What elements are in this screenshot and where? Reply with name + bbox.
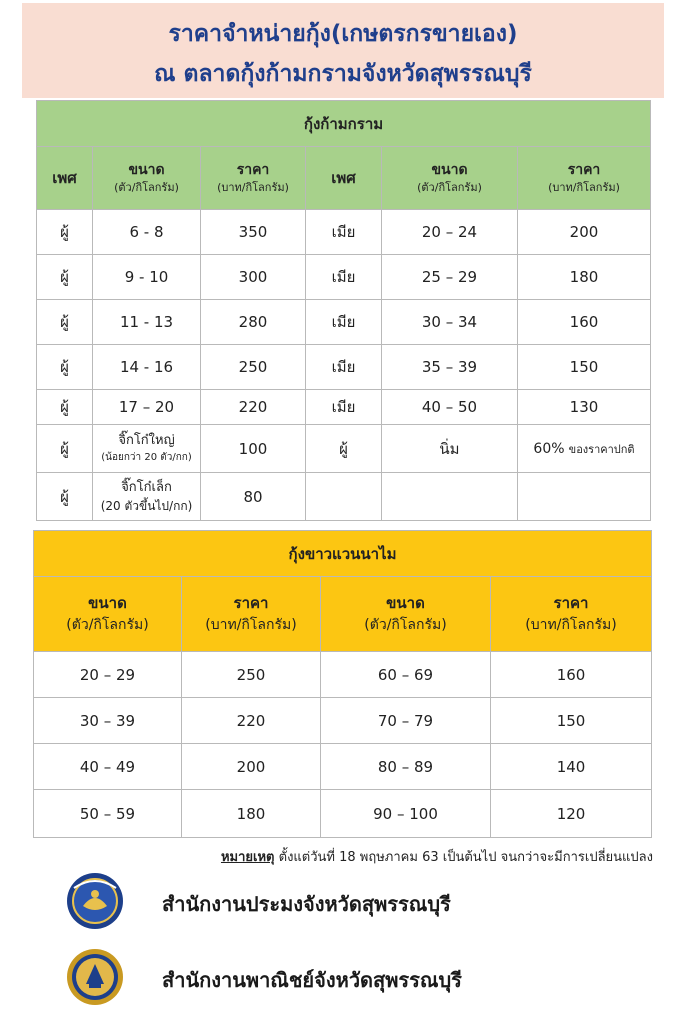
size-cell: 70 – 79 xyxy=(321,698,491,744)
white-shrimp-caption: กุ้งขาวแวนนาไม xyxy=(34,531,652,577)
price-cell: 250 xyxy=(182,652,321,698)
size-cell: 20 – 29 xyxy=(34,652,182,698)
sex-cell: เมีย xyxy=(306,345,382,390)
size-cell xyxy=(93,425,201,473)
price-percent: 60% xyxy=(533,440,565,457)
sex-cell: เมีย xyxy=(306,210,382,255)
size-cell: 30 – 34 xyxy=(382,300,518,345)
size-cell: 20 – 24 xyxy=(382,210,518,255)
footnote-text: ตั้งแต่วันที่ 18 พฤษภาคม 63 เป็นต้นไป จนกว่าจะมีการเปลี่ยนแปลง xyxy=(278,850,653,865)
size-cell: 6 - 8 xyxy=(93,210,201,255)
price-cell: 80 xyxy=(201,473,306,521)
white-shrimp-price-table xyxy=(33,530,652,838)
giant-prawn-caption: กุ้งก้ามกราม xyxy=(37,101,651,147)
header-size-left: ขนาด (ตัว/กิโลกรัม) xyxy=(93,147,201,210)
price-cell: 250 xyxy=(201,345,306,390)
price-cell: 150 xyxy=(518,345,651,390)
title-line-2: ณ ตลาดกุ้งก้ามกรามจังหวัดสุพรรณบุรี xyxy=(154,61,532,87)
table-row xyxy=(37,425,651,473)
empty-cell xyxy=(518,473,651,521)
sex-cell: ผู้ xyxy=(37,390,93,425)
size-cell: 25 – 29 xyxy=(382,255,518,300)
price-cell: 160 xyxy=(518,300,651,345)
fisheries-seal-icon xyxy=(66,872,124,930)
footnote-label: หมายเหตุ xyxy=(220,850,275,865)
table-row xyxy=(34,652,652,698)
sex-cell: ผู้ xyxy=(37,425,93,473)
title-line-1: ราคาจำหน่ายกุ้ง(เกษตรกรขายเอง) xyxy=(168,21,518,47)
price-cell: 130 xyxy=(518,390,651,425)
price-cell: 180 xyxy=(182,790,321,838)
price-cell: 220 xyxy=(201,390,306,425)
header-price-right: ราคา (บาท/กิโลกรัม) xyxy=(491,577,652,652)
size-cell: นิ่ม xyxy=(382,425,518,473)
header-price-left: ราคา (บาท/กิโลกรัม) xyxy=(201,147,306,210)
sex-cell: ผู้ xyxy=(37,300,93,345)
giant-prawn-header-row xyxy=(37,147,651,210)
size-cell: 30 – 39 xyxy=(34,698,182,744)
footnote xyxy=(0,846,653,867)
size-cell xyxy=(93,473,201,521)
sex-cell: ผู้ xyxy=(306,425,382,473)
header-price-left: ราคา (บาท/กิโลกรัม) xyxy=(182,577,321,652)
agency-name: สำนักงานประมงจังหวัดสุพรรณบุรี xyxy=(162,892,451,916)
header-size-right: ขนาด (ตัว/กิโลกรัม) xyxy=(382,147,518,210)
empty-cell xyxy=(306,473,382,521)
size-sub-label: (20 ตัวขึ้นไป/กก) xyxy=(100,498,193,513)
sex-cell: เมีย xyxy=(306,255,382,300)
header-sex-right: เพศ xyxy=(306,147,382,210)
agency-fisheries xyxy=(66,872,626,934)
table-row xyxy=(37,255,651,300)
price-cell: 180 xyxy=(518,255,651,300)
price-cell: 200 xyxy=(518,210,651,255)
size-main-label: จิ๊กโก๋เล็ก xyxy=(121,479,172,495)
size-cell: 90 – 100 xyxy=(321,790,491,838)
table-row xyxy=(37,473,651,521)
sex-cell: ผู้ xyxy=(37,473,93,521)
sex-cell: เมีย xyxy=(306,390,382,425)
header-size-right: ขนาด (ตัว/กิโลกรัม) xyxy=(321,577,491,652)
empty-cell xyxy=(382,473,518,521)
header-price-right: ราคา (บาท/กิโลกรัม) xyxy=(518,147,651,210)
table-row xyxy=(37,300,651,345)
sex-cell: ผู้ xyxy=(37,255,93,300)
table-row xyxy=(37,345,651,390)
sex-cell: เมีย xyxy=(306,300,382,345)
header-sex-left: เพศ xyxy=(37,147,93,210)
size-cell: 40 – 50 xyxy=(382,390,518,425)
white-shrimp-header-row xyxy=(34,577,652,652)
title-banner xyxy=(22,3,664,98)
size-cell: 17 – 20 xyxy=(93,390,201,425)
price-cell: 120 xyxy=(491,790,652,838)
price-cell: 100 xyxy=(201,425,306,473)
table-row xyxy=(34,790,652,838)
size-main-label: จิ๊กโก๋ใหญ่ xyxy=(118,432,175,448)
sex-cell: ผู้ xyxy=(37,345,93,390)
table-row xyxy=(34,744,652,790)
agency-name: สำนักงานพาณิชย์จังหวัดสุพรรณบุรี xyxy=(162,968,462,992)
size-cell: 80 – 89 xyxy=(321,744,491,790)
table-row xyxy=(34,698,652,744)
size-cell: 60 – 69 xyxy=(321,652,491,698)
price-cell: 220 xyxy=(182,698,321,744)
price-cell: 150 xyxy=(491,698,652,744)
header-size-left: ขนาด (ตัว/กิโลกรัม) xyxy=(34,577,182,652)
size-sub-label: (น้อยกว่า 20 ตัว/กก) xyxy=(101,451,192,463)
size-cell: 14 - 16 xyxy=(93,345,201,390)
price-cell: 300 xyxy=(201,255,306,300)
price-cell xyxy=(518,425,651,473)
size-cell: 9 - 10 xyxy=(93,255,201,300)
price-cell: 200 xyxy=(182,744,321,790)
price-cell: 350 xyxy=(201,210,306,255)
price-cell: 140 xyxy=(491,744,652,790)
price-cell: 280 xyxy=(201,300,306,345)
commerce-seal-icon xyxy=(66,948,124,1006)
size-cell: 11 - 13 xyxy=(93,300,201,345)
size-cell: 50 – 59 xyxy=(34,790,182,838)
sex-cell: ผู้ xyxy=(37,210,93,255)
giant-prawn-price-table xyxy=(36,100,651,521)
size-cell: 40 – 49 xyxy=(34,744,182,790)
price-percent-text: ของราคาปกติ xyxy=(568,442,635,456)
size-cell: 35 – 39 xyxy=(382,345,518,390)
table-row xyxy=(37,210,651,255)
table-row xyxy=(37,390,651,425)
agency-commerce xyxy=(66,948,626,1010)
price-cell: 160 xyxy=(491,652,652,698)
